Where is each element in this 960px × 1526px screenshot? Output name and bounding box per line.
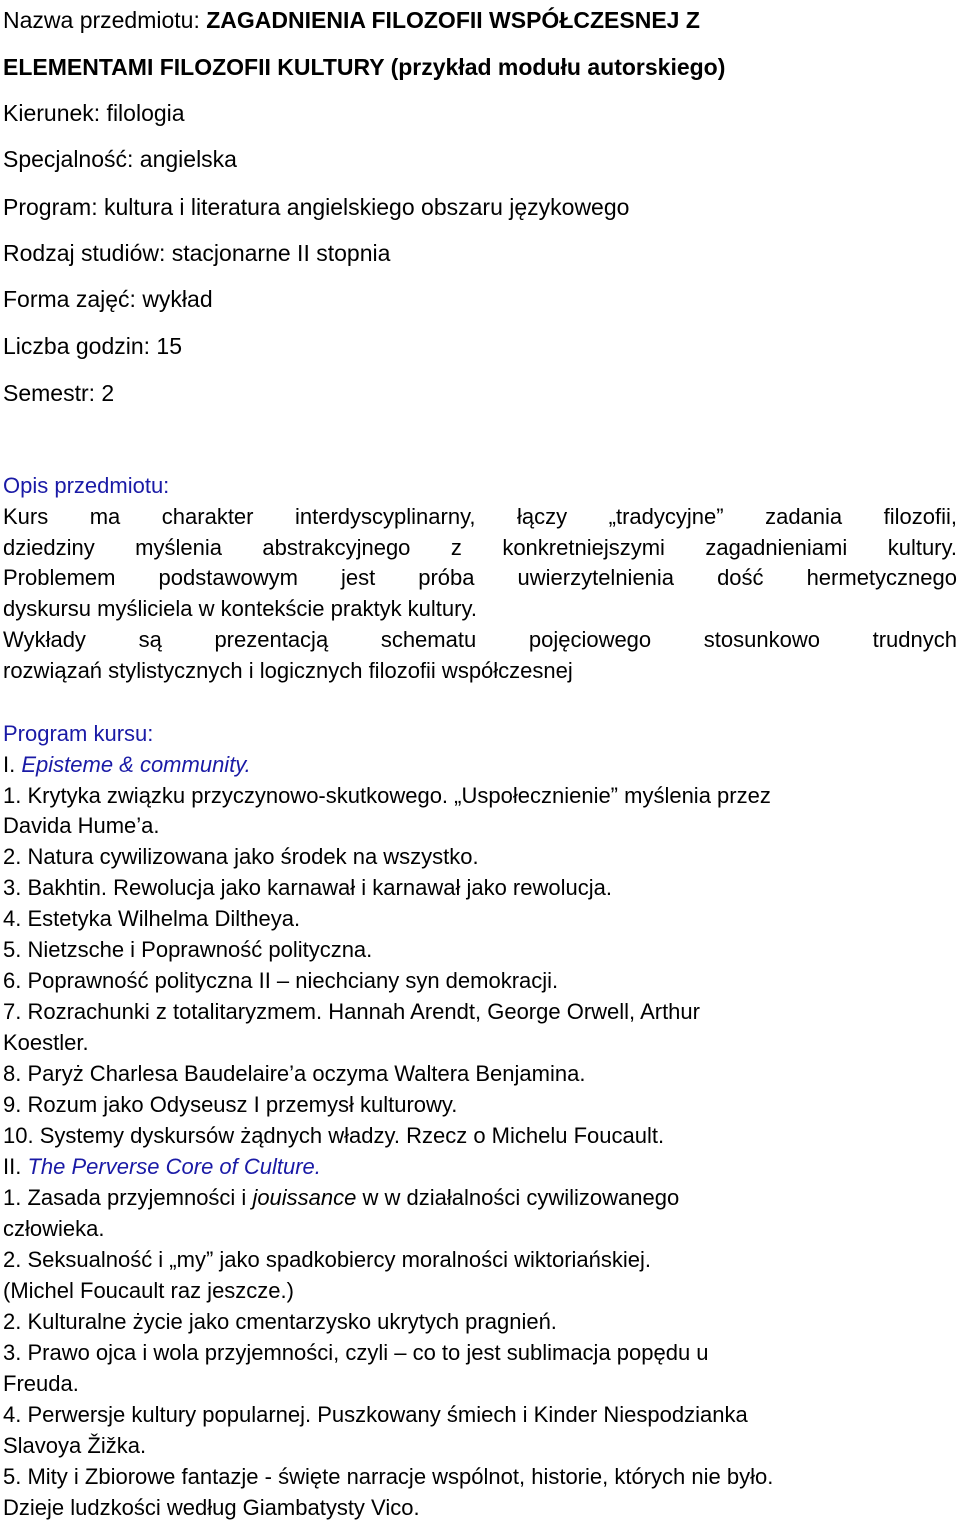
- class-form-line: Forma zajęć: wykład: [3, 286, 213, 312]
- description-line-5: Wykłady są prezentacją schematu pojęciowego stosunkowo trudnych: [3, 627, 957, 652]
- part-2-item-1-a: 1. Zasada przyjemności i: [3, 1185, 253, 1210]
- part-1-item-5: 5. Nietzsche i Poprawność polityczna.: [3, 937, 373, 962]
- part-2-title: The Perverse Core of Culture.: [27, 1154, 321, 1179]
- subject-title-2: ELEMENTAMI FILOZOFII KULTURY (przykład modułu autorskiego): [3, 54, 726, 80]
- part-2-item-1-c: w w działalności cywilizowanego: [356, 1185, 680, 1210]
- part-2-item-5: 5. Mity i Zbiorowe fantazje - święte narracje wspólnot, historie, których nie było.: [3, 1464, 774, 1489]
- semester-line: Semestr: 2: [3, 380, 115, 406]
- part-1-item-1: 1. Krytyka związku przyczynowo-skutkowego. „Uspołecznienie” myślenia przez: [3, 783, 771, 808]
- part-1-item-7-cont: Koestler.: [3, 1030, 89, 1055]
- description-line-3: Problemem podstawowym jest próba uwierzytelnienia dość hermetycznego: [3, 565, 957, 590]
- part-1-item-2: 2. Natura cywilizowana jako środek na wszystko.: [3, 844, 479, 869]
- part-2-item-3: 3. Prawo ojca i wola przyjemności, czyli – co to jest sublimacja popędu u: [3, 1340, 709, 1365]
- program-heading: Program kursu:: [3, 721, 154, 746]
- part-2-item-2b: 2. Kulturalne życie jako cmentarzysko ukrytych pragnień.: [3, 1309, 557, 1334]
- part-2-item-1-cont: człowieka.: [3, 1216, 105, 1241]
- description-line-4: dyskursu myśliciela w kontekście praktyk kultury.: [3, 596, 477, 621]
- part-2-item-1: [3, 1184, 679, 1212]
- part-1-item-4: 4. Estetyka Wilhelma Diltheya.: [3, 906, 301, 931]
- part-1-item-1-cont: Davida Hume’a.: [3, 813, 160, 838]
- specialty-line: Specjalność: angielska: [3, 146, 237, 172]
- part-2-number: II.: [3, 1154, 28, 1179]
- part-1-item-8: 8. Paryż Charlesa Baudelaire’a oczyma Waltera Benjamina.: [3, 1061, 586, 1086]
- part-1-item-3: 3. Bakhtin. Rewolucja jako karnawał i karnawał jako rewolucja.: [3, 875, 612, 900]
- part-2-item-4-cont: Slavoya Žižka.: [3, 1433, 147, 1458]
- description-line-2: dziedziny myślenia abstrakcyjnego z konkretniejszymi zagadnieniami kultury.: [3, 535, 957, 560]
- part-1-item-9: 9. Rozum jako Odyseusz I przemysł kulturowy.: [3, 1092, 458, 1117]
- part-1-item-10: 10. Systemy dyskursów żądnych władzy. Rzecz o Michelu Foucault.: [3, 1123, 665, 1148]
- description-line-6: rozwiązań stylistycznych i logicznych filozofii współczesnej: [3, 658, 573, 683]
- subject-title-1: ZAGADNIENIA FILOZOFII WSPÓŁCZESNEJ Z: [206, 7, 700, 33]
- subject-label: Nazwa przedmiotu:: [3, 7, 207, 33]
- description-line-1: Kurs ma charakter interdyscyplinarny, łączy „tradycyjne” zadania filozofii,: [3, 504, 957, 529]
- part-1-item-6: 6. Poprawność polityczna II – niechciany syn demokracji.: [3, 968, 559, 993]
- part-2-item-3-cont: Freuda.: [3, 1371, 79, 1396]
- part-1-item-7: 7. Rozrachunki z totalitaryzmem. Hannah Arendt, George Orwell, Arthur: [3, 999, 700, 1024]
- part-2-item-5-cont: Dzieje ludzkości według Giambatysty Vico.: [3, 1495, 420, 1520]
- part-2-item-2-cont: (Michel Foucault raz jeszcze.): [3, 1278, 294, 1303]
- part-1-header: [3, 751, 251, 779]
- study-type-line: Rodzaj studiów: stacjonarne II stopnia: [3, 240, 391, 266]
- hours-line: Liczba godzin: 15: [3, 333, 183, 359]
- field-line: Kierunek: filologia: [3, 100, 185, 126]
- program-line: Program: kultura i literatura angielskiego obszaru językowego: [3, 194, 630, 220]
- subject-line: [3, 5, 700, 35]
- part-2-item-2: 2. Seksualność i „my” jako spadkobiercy moralności wiktoriańskiej.: [3, 1247, 652, 1272]
- part-2-header: [3, 1153, 321, 1181]
- description-heading: Opis przedmiotu:: [3, 473, 170, 498]
- part-1-title: Episteme & community.: [21, 752, 251, 777]
- part-2-item-1-b: jouissance: [252, 1185, 357, 1210]
- part-2-item-4: 4. Perwersje kultury popularnej. Puszkowany śmiech i Kinder Niespodzianka: [3, 1402, 748, 1427]
- part-1-number: I.: [3, 752, 22, 777]
